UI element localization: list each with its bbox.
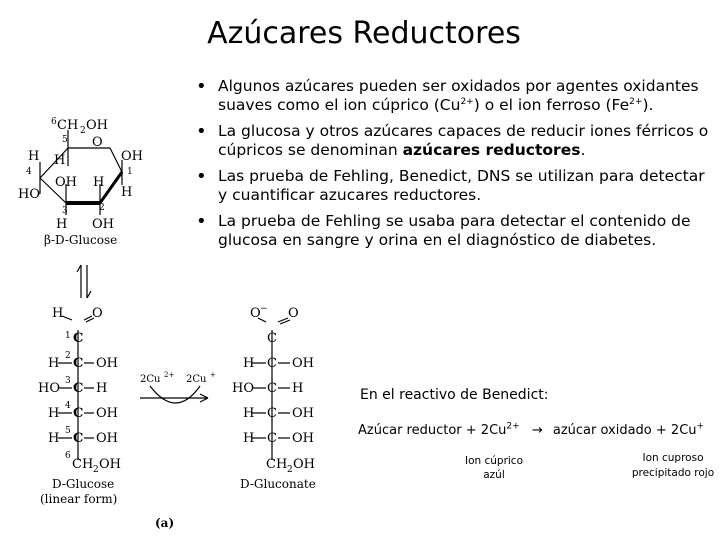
svg-text:OH: OH [96, 356, 118, 371]
slide-title: Azúcares Reductores [207, 16, 521, 51]
svg-text:OH: OH [96, 406, 118, 421]
cuprous-label: Ion cuproso precipitado rojo [631, 452, 715, 479]
bullet-text: La glucosa y otros azúcares capaces de reducir iones férricos o cúpricos se denominan [218, 122, 709, 159]
svg-text:C: C [267, 331, 277, 346]
svg-text:6: 6 [65, 451, 71, 461]
svg-text:C: C [73, 331, 84, 346]
svg-text:H: H [48, 431, 60, 446]
svg-text:C: C [73, 406, 84, 421]
svg-text:HO: HO [232, 381, 254, 396]
svg-text:OH: OH [121, 149, 143, 164]
svg-text:C: C [267, 381, 277, 396]
svg-text:OH: OH [86, 118, 108, 133]
svg-text:H: H [48, 356, 60, 371]
bullet-item: • La prueba de Fehling se usaba para detectar el contenido de glucosa en sangre y orina en el diagnóstico de diabetes. [196, 212, 716, 250]
svg-text:O: O [92, 306, 103, 321]
svg-text:H: H [243, 406, 255, 421]
benedict-heading: En el reactivo de Benedict: [360, 387, 549, 403]
svg-text:HO: HO [18, 187, 40, 202]
svg-text:1: 1 [65, 331, 71, 341]
svg-text:3: 3 [65, 376, 71, 386]
cupric-label: Ion cúprico azúl [464, 455, 524, 481]
svg-text:H: H [243, 356, 255, 371]
bullet-text: Algunos azúcares pueden ser oxidados por agentes oxidantes suaves como el ion cúprico (Cu [218, 77, 699, 114]
svg-text:H: H [54, 153, 66, 168]
gluconate-caption: D-Gluconate [240, 477, 316, 491]
bullet-text: ). [642, 96, 654, 114]
svg-text:2: 2 [99, 203, 105, 213]
svg-text:H: H [93, 175, 105, 190]
svg-text:OH: OH [55, 175, 77, 190]
superscript: 2+ [629, 96, 643, 107]
svg-text:5: 5 [62, 135, 68, 145]
linear-caption: D-Glucose [52, 477, 115, 491]
svg-text:5: 5 [65, 426, 71, 436]
svg-text:H: H [96, 381, 108, 396]
svg-text:2: 2 [80, 126, 86, 136]
svg-text:HO: HO [38, 381, 60, 396]
svg-text:O: O [288, 306, 299, 321]
svg-text:OH: OH [293, 457, 315, 472]
svg-text:OH: OH [292, 431, 314, 446]
svg-text:OH: OH [92, 217, 114, 232]
svg-text:C: C [267, 356, 277, 371]
svg-text:H: H [243, 431, 255, 446]
svg-text:1: 1 [127, 167, 133, 177]
ring-label: CH [57, 118, 79, 133]
svg-text:C: C [267, 406, 277, 421]
bold-term: azúcares reductores [402, 141, 581, 159]
svg-text:2Cu: 2Cu [186, 374, 207, 385]
svg-text:OH: OH [99, 457, 121, 472]
svg-text:2: 2 [93, 465, 99, 475]
ring-caption: β-D-Glucose [44, 233, 118, 247]
svg-text:H: H [56, 217, 68, 232]
svg-text:−: − [260, 304, 268, 314]
bullet-text: ) o el ion ferroso (Fe [473, 96, 630, 114]
ring-num: 6 [51, 117, 57, 127]
reaction-arrow-icon: → [531, 423, 543, 438]
svg-text:(linear form): (linear form) [40, 492, 118, 506]
svg-text:3: 3 [62, 206, 68, 216]
svg-text:H: H [121, 185, 133, 200]
svg-text:OH: OH [292, 406, 314, 421]
svg-text:O: O [92, 135, 103, 150]
svg-text:2: 2 [65, 351, 71, 361]
svg-text:CH: CH [72, 457, 94, 472]
bullet-item: • Las prueba de Fehling, Benedict, DNS se utilizan para detectar y cuantificar azucares reductores. [196, 167, 716, 205]
bullet-text: . [580, 141, 586, 159]
svg-text:4: 4 [65, 401, 71, 411]
svg-text:2+: 2+ [164, 371, 175, 379]
svg-text:H: H [52, 306, 64, 321]
svg-text:OH: OH [96, 431, 118, 446]
svg-text:C: C [73, 356, 84, 371]
svg-text:OH: OH [292, 356, 314, 371]
svg-text:CH: CH [266, 457, 288, 472]
svg-text:H: H [292, 381, 304, 396]
svg-text:+: + [210, 371, 216, 379]
superscript: 2+ [460, 96, 474, 107]
svg-text:C: C [73, 381, 84, 396]
svg-text:2: 2 [287, 465, 293, 475]
svg-text:2Cu: 2Cu [140, 374, 161, 385]
svg-text:H: H [48, 406, 60, 421]
panel-label: (a) [155, 516, 175, 530]
svg-text:H: H [28, 149, 40, 164]
svg-text:C: C [267, 431, 277, 446]
svg-text:4: 4 [26, 167, 32, 177]
svg-text:C: C [73, 431, 84, 446]
svg-text:O: O [250, 306, 261, 321]
benedict-equation: Azúcar reductor + $2Cu^{2+}$ → azúcar oxidado + 2Cu+ [358, 421, 705, 438]
